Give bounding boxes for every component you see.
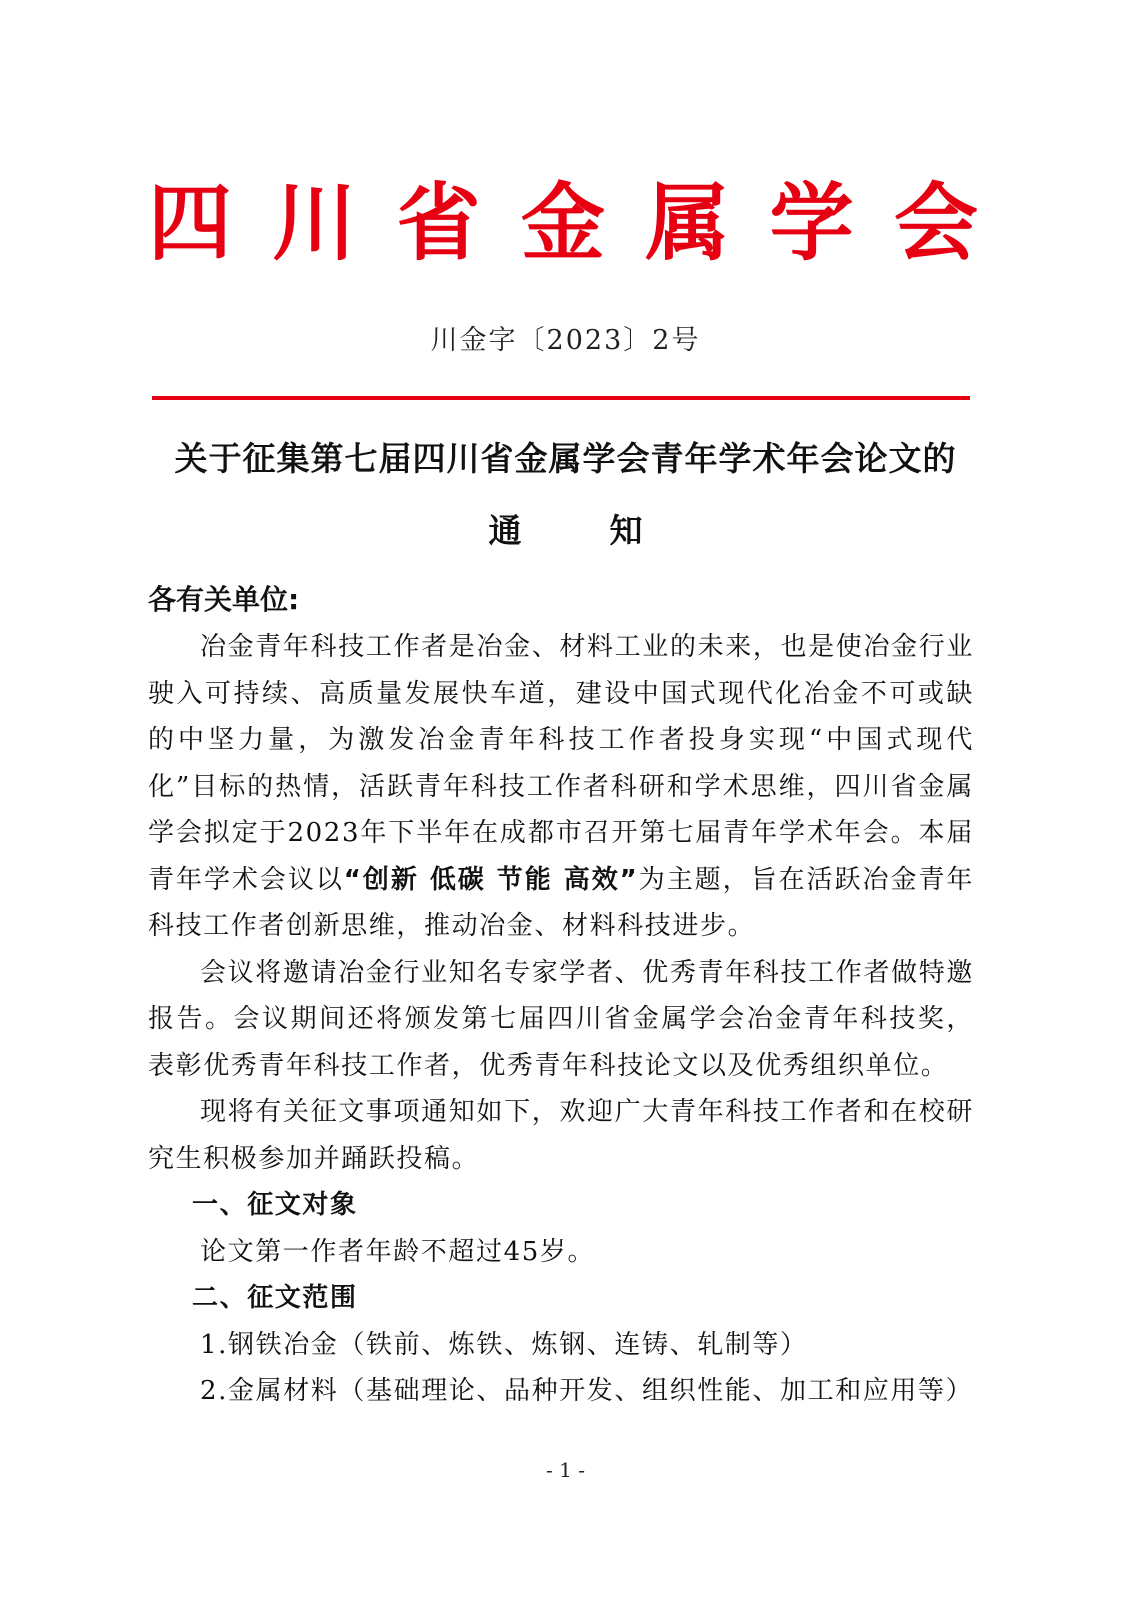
paragraph-intro — [148, 624, 974, 950]
notice-body — [148, 624, 974, 1415]
paragraph-text: 为主题，旨在活跃冶金青年科技工作者创新思维，推动冶金、材料科技进步。 — [148, 864, 975, 941]
notice-title-suffix — [0, 505, 1131, 552]
page-number: - 1 - — [546, 1458, 585, 1482]
notice-title: 关于征集第七届四川省金属学会青年学术年会论文的 — [174, 439, 957, 478]
section-text-target: 论文第一作者年龄不超过45岁。 — [200, 1236, 596, 1267]
org-name-char: 属 — [645, 174, 730, 272]
scope-item: 2.金属材料（基础理论、品种开发、组织性能、加工和应用等） — [200, 1376, 974, 1406]
scope-item: 1.钢铁冶金（铁前、炼铁、炼钢、连铸、轧制等） — [200, 1329, 808, 1360]
section-heading-scope: 二、征文范围 — [192, 1283, 358, 1313]
org-name-char: 金 — [520, 174, 605, 272]
org-name-char: 会 — [893, 174, 978, 272]
title-char: 通 — [488, 511, 522, 550]
salutation: 各有关单位: — [148, 583, 300, 616]
org-name-char: 川 — [272, 174, 357, 272]
section-heading-target: 一、征文对象 — [192, 1190, 358, 1220]
org-name-char: 学 — [769, 174, 854, 272]
organization-header — [148, 168, 978, 278]
paragraph-meeting: 会议将邀请冶金行业知名专家学者、优秀青年科技工作者做特邀报告。会议期间还将颁发第七届四川省金属学会冶金青年科技奖，表彰优秀青年科技工作者，优秀青年科技论文以及优秀组织单位。 — [148, 957, 974, 1081]
conference-theme: “创新 低碳 节能 高效” — [343, 864, 639, 895]
paragraph-call: 现将有关征文事项通知如下，欢迎广大青年科技工作者和在校研究生积极参加并踊跃投稿。 — [148, 1097, 974, 1174]
document-number: 川金字〔2023〕2号 — [430, 325, 701, 356]
paragraph-text: 冶金青年科技工作者是冶金、材料工业的未来，也是使冶金行业驶入可持续、高质量发展快车道，建设中国式现代化冶金不可或缺的中坚力量，为激发冶金青年科技工作者投身实现“中国式现代化”目标的热情，活跃青年科技工作者科研和学术思维，四川省金属学会拟定于2023年下半年在成都市召开第七届青年学术年会。本届青年学术会议以 — [148, 632, 974, 895]
org-name-char: 四 — [148, 174, 233, 272]
header-divider — [152, 396, 970, 400]
org-name-char: 省 — [396, 174, 481, 272]
title-char: 知 — [609, 511, 643, 550]
